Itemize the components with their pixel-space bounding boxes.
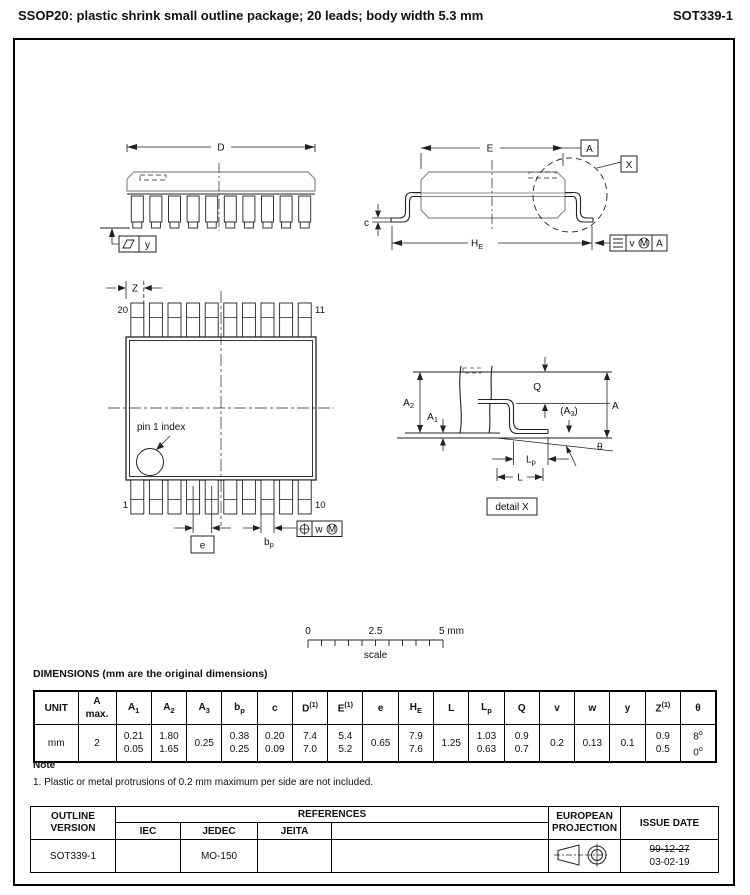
- pin1-index-label: pin 1 index: [137, 422, 186, 433]
- ref-blank-value: [332, 840, 549, 873]
- scale-bar: [305, 626, 464, 661]
- datum-a-label: A: [586, 144, 593, 155]
- val-e-cap: 5.4 5.2: [328, 725, 363, 763]
- val-he: 7.9 7.6: [398, 725, 433, 763]
- outline-version-header: OUTLINE VERSION: [31, 807, 116, 840]
- scale-caption: scale: [363, 650, 388, 661]
- col-v: v: [539, 691, 574, 725]
- col-q: Q: [504, 691, 539, 725]
- figure-top-view: [106, 281, 342, 553]
- val-theta: 8$^o$ 0$^o$: [681, 725, 717, 763]
- dim-a2-label: $A_2$: [403, 398, 414, 410]
- ref-value-row: [31, 840, 719, 873]
- col-l: L: [434, 691, 469, 725]
- ref-blank-header: [332, 823, 549, 840]
- dim-c-label: c: [364, 218, 369, 229]
- col-e: e: [363, 691, 398, 725]
- col-a-max: A max.: [78, 691, 116, 725]
- dim-a1-label: $A_1$: [427, 412, 438, 424]
- figure-end-view: [364, 140, 667, 251]
- dim-he-label: $H_E$: [471, 238, 484, 251]
- val-a1: 0.21 0.05: [116, 725, 151, 763]
- european-projection-header: EUROPEAN PROJECTION: [549, 807, 621, 840]
- pin-1-label: 1: [122, 500, 128, 511]
- scale-25-label: 2.5: [368, 626, 383, 637]
- page-title: SSOP20: plastic shrink small outline package; 20 leads; body width 5.3 mm: [18, 8, 484, 23]
- references-header: REFERENCES: [116, 807, 549, 823]
- dim-q-label: Q: [533, 382, 541, 393]
- val-e: 0.65: [363, 725, 398, 763]
- dimensions-table: [33, 690, 717, 763]
- dim-l-label: L: [517, 472, 523, 484]
- dim-a3-label: $(A_3)$: [560, 406, 578, 418]
- issue-date-header: ISSUE DATE: [621, 807, 719, 840]
- jedec-value: MO-150: [181, 840, 258, 873]
- val-lp: 1.03 0.63: [469, 725, 504, 763]
- dim-e-pitch-label: e: [199, 540, 206, 552]
- val-l: 1.25: [434, 725, 469, 763]
- col-e-cap: $E^{(1)}$: [328, 691, 363, 725]
- col-y: y: [610, 691, 645, 725]
- dim-a-label: A: [612, 401, 619, 412]
- package-code: SOT339-1: [673, 8, 733, 23]
- val-c: 0.20 0.09: [257, 725, 292, 763]
- col-c: c: [257, 691, 292, 725]
- pin-11-label: 11: [315, 305, 325, 316]
- first-angle-projection-icon: [554, 841, 616, 869]
- tol-v-label: v: [629, 238, 635, 250]
- issue-date-old: 99-12-27: [649, 844, 690, 855]
- pin-10-label: 10: [315, 500, 326, 511]
- col-d: $D^{(1)}$: [292, 691, 327, 725]
- val-v: 0.2: [539, 725, 574, 763]
- ref-header-row-1: [31, 807, 719, 823]
- jedec-header: JEDEC: [181, 823, 258, 840]
- col-w: w: [575, 691, 610, 725]
- val-q: 0.9 0.7: [504, 725, 539, 763]
- col-theta: θ: [681, 691, 717, 725]
- note-item: 1. Plastic or metal protrusions of 0.2 mm maximum per side are not included.: [33, 777, 374, 788]
- projection-symbol-cell: [549, 840, 621, 873]
- val-a-max: 2: [78, 725, 116, 763]
- iec-value: [116, 840, 181, 873]
- jeita-value: [258, 840, 332, 873]
- val-a3: 0.25: [187, 725, 222, 763]
- val-y: 0.1: [610, 725, 645, 763]
- val-unit: mm: [34, 725, 78, 763]
- outline-version-value: SOT339-1: [31, 840, 116, 873]
- col-he: $H_E$: [398, 691, 433, 725]
- col-a2: $A_2$: [151, 691, 186, 725]
- iec-header: IEC: [116, 823, 181, 840]
- col-z: $Z^{(1)}$: [645, 691, 680, 725]
- tol-a-label: A: [656, 238, 663, 250]
- figure-detail-x: [397, 357, 619, 515]
- issue-date-value: [621, 840, 719, 873]
- val-w: 0.13: [575, 725, 610, 763]
- dim-lp-label: $L_p$: [526, 454, 536, 467]
- val-bp: 0.38 0.25: [222, 725, 257, 763]
- dim-value-row: [34, 725, 716, 763]
- tol-m-label: M: [639, 237, 649, 249]
- flatness-symbol-icon: [123, 240, 134, 248]
- tol-w-label: w: [315, 524, 323, 536]
- val-d: 7.4 7.0: [292, 725, 327, 763]
- col-a3: $A_3$: [187, 691, 222, 725]
- issue-date-new: 03-02-19: [649, 857, 690, 868]
- dim-header-row: [34, 691, 716, 725]
- note-heading: Note: [33, 760, 56, 771]
- dim-bp-label: $b_p$: [264, 537, 274, 549]
- detail-x-ref-label: X: [625, 160, 633, 171]
- scale-5mm-label: 5 mm: [439, 626, 464, 637]
- datum-y-label: y: [145, 240, 150, 251]
- scale-0-label: 0: [305, 626, 311, 637]
- seam-symbol-icon: [613, 239, 623, 247]
- position-tolerance-icon: [299, 523, 311, 535]
- col-bp: $b_p$: [222, 691, 257, 725]
- col-a1: $A_1$: [116, 691, 151, 725]
- dimensions-title: DIMENSIONS (mm are the original dimensions): [33, 668, 268, 680]
- dim-d-label: D: [217, 142, 225, 154]
- jeita-header: JEITA: [258, 823, 332, 840]
- dim-z-label: Z: [131, 283, 139, 295]
- val-a2: 1.80 1.65: [151, 725, 186, 763]
- reference-table: [30, 806, 719, 873]
- dim-theta-label: θ: [597, 442, 603, 453]
- detail-x-caption: detail X: [495, 502, 529, 513]
- figure-side-view: [100, 143, 315, 253]
- tol-m-label: M: [327, 523, 337, 535]
- col-lp: $L_p$: [469, 691, 504, 725]
- dim-e-label: E: [486, 143, 494, 155]
- col-unit: UNIT: [34, 691, 78, 725]
- pin-20-label: 20: [117, 305, 128, 316]
- val-z: 0.9 0.5: [645, 725, 680, 763]
